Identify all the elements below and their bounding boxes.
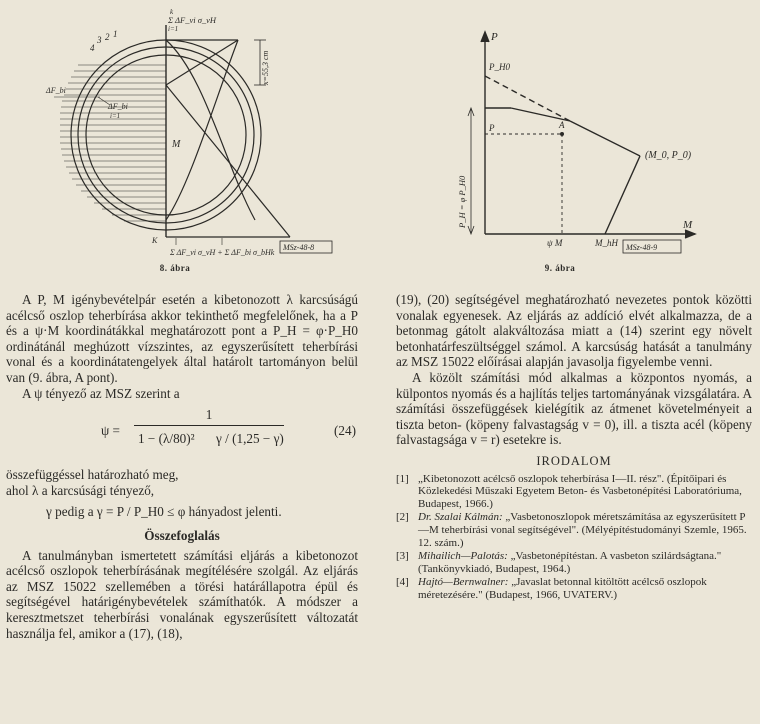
reference-author: Dr. Szalai Kálmán:: [418, 511, 503, 524]
fig8-m: M: [172, 139, 181, 150]
figure-9-drawing: [445, 28, 705, 260]
left-column: [6, 292, 358, 641]
right-para-1: (19), (20) segítségével meghatározható nevezetes pontok közötti vonalak egyenesek. Az eljárás az addíció elvét alkalmazza, de a betonmag gátolt alakváltozása miatt a (14) szerint egy növelt betonhatárfeszültséggel számol. A karcsúság hatását a tanulmány az MSZ 15022 előírásai alapján javasolja figyelembe venni.: [396, 292, 752, 370]
formula-number: (24): [334, 423, 356, 439]
right-para-2: A közölt számítási mód alkalmas a központos nyomás, a külpontos nyomás és a hajlítás teljes tartományának vizsgálatára. A számítási összefüggések kielégítik az átmenet követelményeit a tiszta beton- (köpeny falvastagság v = 0), ill. a tiszta acél (köpeny falvastagsága v = r) esetekre is.: [396, 369, 752, 448]
fig8-stamp: MSz-48-8: [283, 243, 315, 252]
formula-numerator: 1: [205, 407, 213, 423]
formula-lhs: ψ =: [101, 423, 120, 439]
figure-9-caption: 9. ábra: [544, 263, 576, 273]
reference-body: „Vasbetonépítéstan. A vasbeton szilárdságtana." (Tankönyvkiadó, Budapest, 1964.): [418, 550, 722, 575]
fig8-i1: i=1: [110, 112, 121, 120]
fig9-stamp: MSz-48-9: [626, 243, 658, 252]
figure-8: [40, 5, 350, 260]
reference-number: [2]: [396, 511, 409, 524]
reference-body: „Javaslat betonnal kitöltött acélcső oszlopok méretezésére." (Budapest, 1966, UVATERV.): [418, 576, 707, 601]
reference-text: [418, 511, 752, 549]
fig9-mhh: M_hH: [595, 238, 618, 248]
reference-number: [3]: [396, 550, 409, 563]
figure-9: [445, 28, 705, 260]
fig9-p: P: [489, 123, 495, 133]
fig8-top-k: k: [170, 8, 174, 16]
fig8-top-sum: Σ ΔF_vi σ_vH: [168, 15, 217, 25]
left-para-2: A ψ tényező az MSZ szerint a: [22, 385, 180, 401]
fig9-psim: ψ M: [547, 238, 563, 248]
fig8-bottom-formula: Σ ΔF_vi σ_vH + Σ ΔF_bi σ_bHk: [170, 248, 275, 257]
fig8-dimension: x=55,3 cm: [261, 50, 270, 85]
fig8-delta-fbi-left: ΔF_bi: [46, 86, 66, 95]
left-para-1: A P, M igénybevételpár esetén a kibetonozott λ karcsúságú acélcső oszlop teherbírása akkor tekinthető megfelelőnek, ha a P és a ψ·M koordinátákkal meghatározott pont a P_H = φ·P_H0 ordinátánál meghúzott vízszintes, az egyszerűsített teherbírási vonal és a koordinátatengelyek által határolt tartományon belül van (9. ábra, A pont).: [6, 292, 358, 385]
references-title: IRODALOM: [536, 453, 612, 468]
reference-author: Hajtó—Bernwalner:: [418, 576, 509, 589]
reference-number: [4]: [396, 576, 409, 589]
reference-text: „Kibetonozott acélcső oszlopok teherbírása I—II. rész". (Építőipari és Közlekedési Műszaki Egyetem Beton- és Vasbetonépítési Laboratóriuma, Budapest, 1966.): [418, 472, 742, 510]
reference-text: [418, 550, 752, 575]
reference-item: [396, 550, 752, 575]
fig8-n2: 2: [105, 32, 110, 42]
fig9-ph: P_H = φ P_H0: [457, 175, 467, 228]
left-para-3: összefüggéssel határozható meg,: [6, 467, 179, 483]
formula-denominator-b: γ / (1,25 − γ): [216, 431, 284, 447]
fig8-delta-fbi: ΔF_bi: [108, 102, 128, 111]
fig9-axis-p: P: [491, 31, 498, 43]
left-para-6: A tanulmányban ismertetett számítási eljárás a kibetonozot acélcső oszlopok teherbírásának megítélésére szolgál. Az eljárás az MSZ 15022 szellemében a törési határállapotra épül és segítségével határigénybevételek számíthatók. A módszer a keresztmetszet teherbírási vonalának egyszerűsített változatát használja fel, amikor a (17), (18),: [6, 547, 358, 641]
fig9-pho: P_H0: [489, 62, 510, 72]
reference-item: [396, 511, 752, 549]
fig8-n1: 1: [113, 29, 118, 39]
reference-number: [1]: [396, 472, 409, 485]
right-column: [396, 292, 752, 602]
reference-item: [396, 473, 752, 511]
formula-denominator-a: 1 − (λ/80)²: [138, 431, 195, 447]
fig9-axis-m: M: [683, 219, 693, 231]
reference-author: Mihailich—Palotás:: [418, 550, 508, 563]
left-para-4: ahol λ a karcsúsági tényező,: [6, 482, 155, 498]
fig8-top-i: i=1: [168, 25, 179, 33]
fig8-n4: 4: [90, 43, 95, 53]
fig9-mopo: (M_0, P_0): [645, 150, 692, 161]
fig8-k: K: [152, 236, 158, 245]
reference-item: [396, 576, 752, 601]
fig9-a: A: [559, 120, 565, 130]
section-heading-summary: Összefoglalás: [144, 527, 220, 543]
point-a: [560, 132, 564, 136]
reference-body: „Vasbetonoszlopok méretszámítása az egyszerűsített P—M teherbírási vonal segítségével". (Mélyépítéstudományi Szemle, 1965. 12. szám.): [418, 511, 747, 549]
formula-24: [6, 405, 358, 463]
figure-8-drawing: [40, 5, 350, 260]
figure-8-caption: 8. ábra: [159, 263, 191, 273]
fig8-n3: 3: [97, 35, 102, 45]
formula-bar: [134, 425, 284, 426]
left-para-5: γ pedig a γ = P / P_H0 ≤ φ hányadost jelenti.: [46, 504, 282, 520]
reference-text: [418, 576, 752, 601]
